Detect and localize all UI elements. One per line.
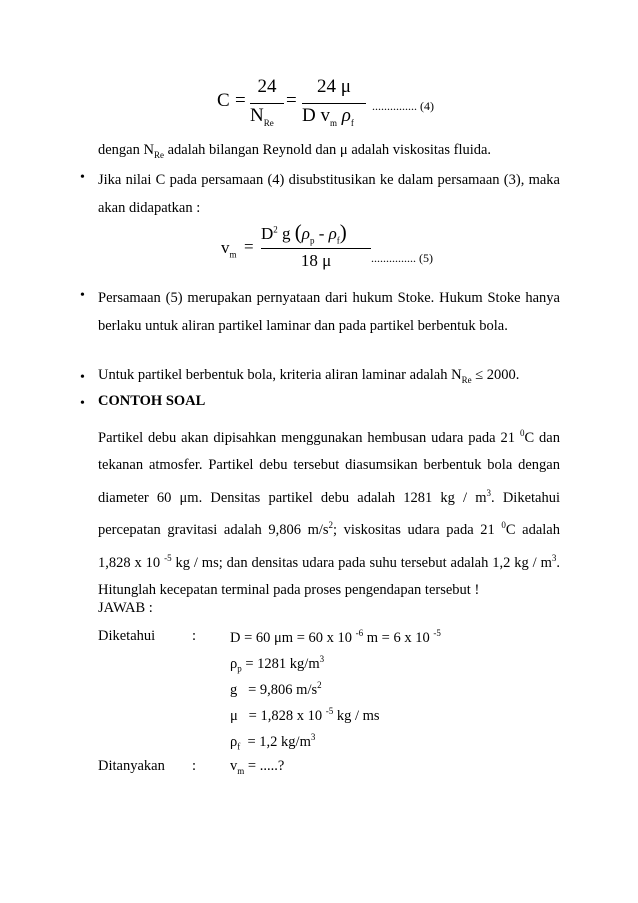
- eq4-description: dengan $N_{Re}$ adalah bilangan Reynold dan μ adalah viskositas fluida.: [98, 142, 492, 160]
- jawab-label: JAWAB :: [98, 600, 153, 616]
- eq5-denominator: 18 μ: [300, 251, 332, 270]
- contoh-soal-heading: CONTOH SOAL: [98, 393, 206, 409]
- asked-velocity: $v_m$ = .....?: [230, 758, 285, 776]
- bullet-1-marker: •: [80, 170, 85, 185]
- given-fluid-density: $\rho_f = 1,2$ $kg/m^3$: [230, 732, 316, 752]
- bullet-1-text: Jika nilai C pada persamaan (4) disubstitusikan ke dalam persamaan (3), maka akan didapatkan :: [98, 172, 560, 216]
- eq4-equals-2: =: [286, 90, 297, 111]
- eq4-frac2-denominator: D $v_m$ $\rho_f$: [302, 105, 354, 128]
- given-diameter: D = 60 μm = 60 x 10 $^{-6}$ m = 6 x 10 $^{-5}$: [230, 628, 441, 646]
- ditanyakan-label: Ditanyakan: [98, 758, 165, 774]
- eq4-frac2-numerator: 24 μ: [317, 76, 351, 97]
- diketahui-label: Diketahui: [98, 628, 156, 644]
- ditanyakan-colon: :: [192, 758, 197, 774]
- bullet-2-marker: •: [80, 288, 85, 303]
- eq5-number: ............... (5): [371, 251, 433, 265]
- contoh-soal-problem: Partikel debu akan dipisahkan menggunakan hembusan udara pada 21 $^0$C dan tekanan atmosfer. Partikel debu tersebut diasumsikan berbentuk bola dengan diameter 60 μm. Densitas partikel debu adalah 1281 kg / $m^3$. Diketahui percepatan gravitasi adalah 9,806 $m/s^2$; viskositas udara pada 21 $^0$C adalah 1,828 x 10 $^{-5}$ kg / ms; dan densitas udara pada suhu tersebut adalah 1,2 kg / $m^3$. Hitunglah kecepatan terminal pada proses pengendapan tersebut !: [98, 428, 561, 599]
- eq5-numerator: $D^2$ g $(\rho_p - \rho_f)$: [261, 220, 347, 246]
- bullet-3-text: Untuk partikel berbentuk bola, kriteria aliran laminar adalah $N_{Re} \le 2000$.: [98, 367, 520, 385]
- eq5-fraction-line: [261, 248, 371, 249]
- given-gravity: g = 9,806 $m/s^2$: [230, 680, 322, 698]
- bullet-4-marker: •: [80, 396, 85, 411]
- eq5-equals: =: [244, 237, 254, 256]
- eq4-frac1-numerator: 24: [257, 76, 277, 97]
- eq5-lhs: $v_m$: [221, 238, 237, 260]
- eq4-equals-1: =: [235, 90, 246, 111]
- eq4-frac2-line: [302, 103, 366, 104]
- eq4-number: ............... (4): [372, 99, 434, 113]
- bullet-2-text: Persamaan (5) merupakan pernyataan dari hukum Stoke. Hukum Stoke hanya berlaku untuk aliran partikel laminar dan pada partikel berbentuk bola.: [98, 290, 560, 334]
- eq4-frac1-denominator: $N_{Re}$: [250, 105, 274, 128]
- diketahui-colon: :: [192, 628, 197, 644]
- eq4-lhs: C: [217, 90, 230, 111]
- given-particle-density: $\rho_p = 1281$ $kg/m^3$: [230, 654, 325, 674]
- eq4-frac1-line: [250, 103, 284, 104]
- bullet-3-marker: •: [80, 370, 85, 385]
- given-viscosity: μ = 1,828 x 10 $^{-5}$ kg / ms: [230, 706, 380, 724]
